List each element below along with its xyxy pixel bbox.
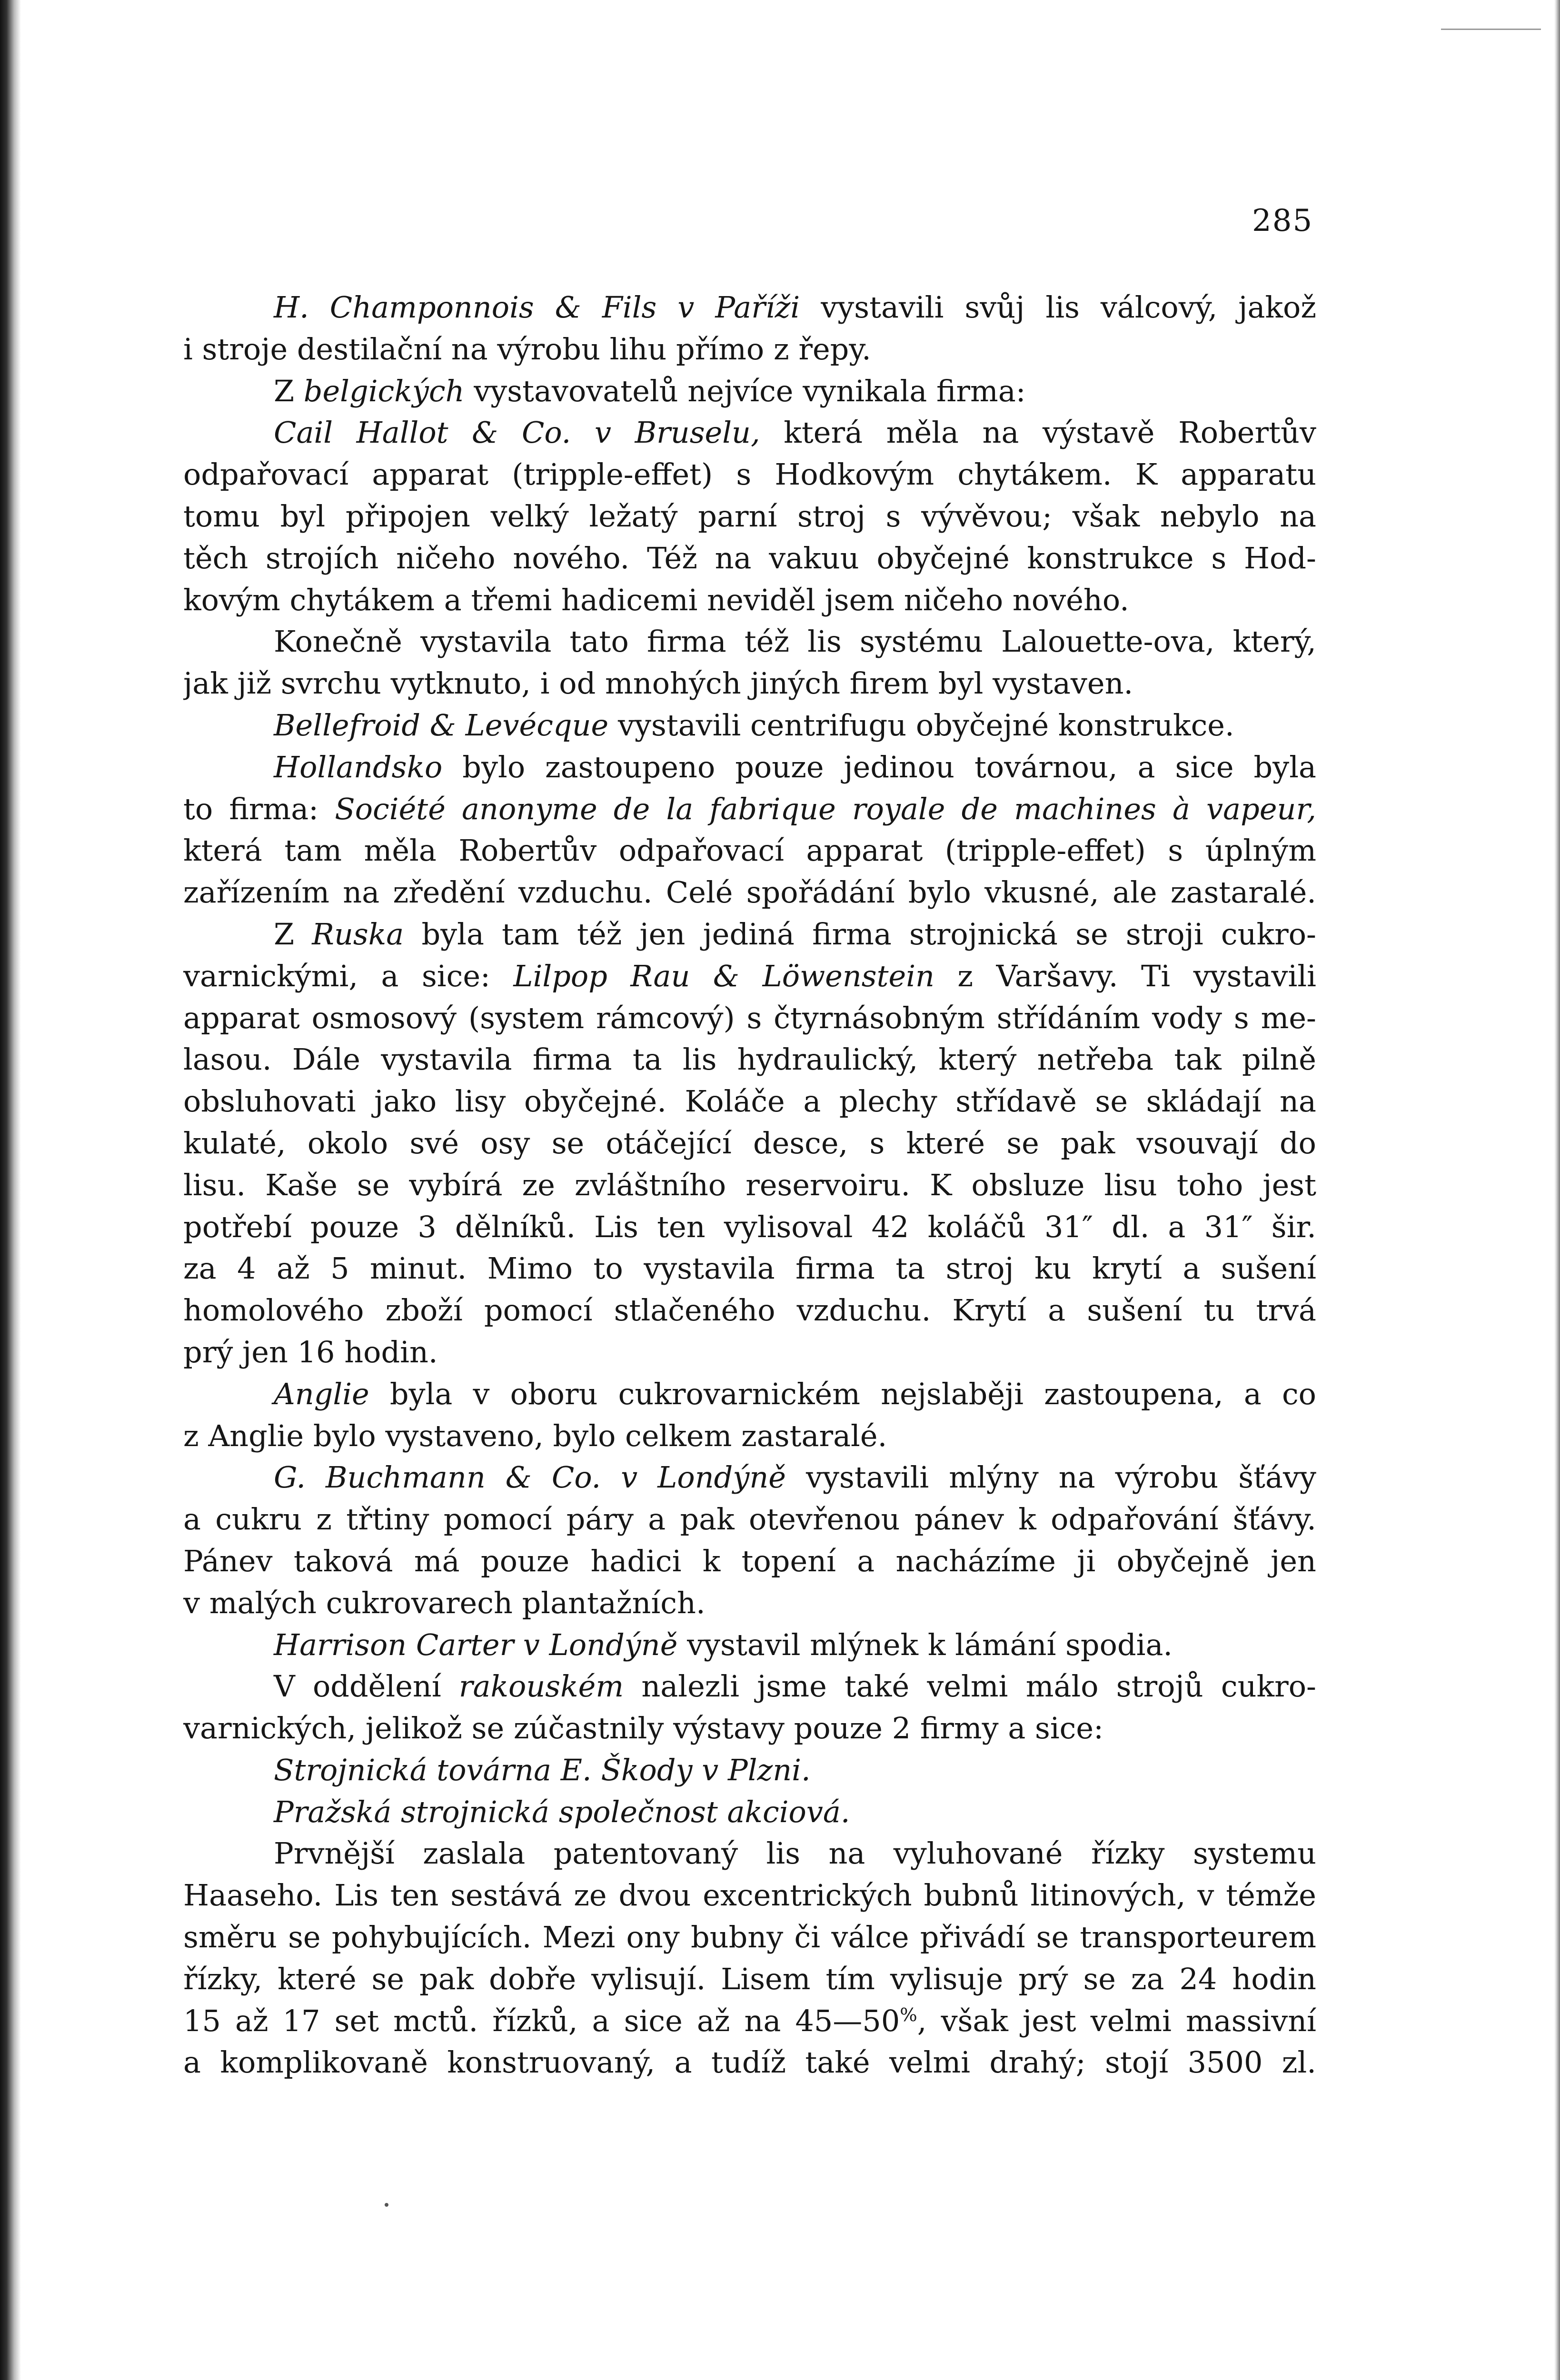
country-name: Anglie [274, 1376, 369, 1411]
text-span: zařízením na zředění vzduchu. Celé spořádání bylo vkusné, ale zastaralé. [183, 875, 1316, 910]
text-span: těch strojích ničeho nového. Též na vakuu obyčejné konstrukce s Hod- [183, 540, 1316, 575]
text-span: varnickými, a sice: [183, 958, 514, 993]
text-span: V oddělení [274, 1669, 459, 1704]
text-line [183, 1415, 1316, 1457]
text-span: v malých cukrovarech plantažních. [183, 1585, 705, 1620]
country-name: Hollandsko [274, 749, 443, 784]
country-name: rakouském [458, 1669, 624, 1704]
text-span: kovým chytákem a třemi hadicemi neviděl jsem ničeho nového. [183, 582, 1129, 617]
text-span: Konečně vystavila tato firma též lis systému Lalouette-ova, který, [274, 624, 1316, 659]
firm-name: H. Champonnois & Fils v Paříži [274, 290, 800, 325]
text-line [183, 1331, 1316, 1373]
text-span: prý jen 16 hodin. [183, 1334, 438, 1369]
text-span: vystavil mlýnek k lámání spodia. [677, 1627, 1173, 1662]
scan-speck [385, 2203, 388, 2207]
text-span: za 4 až 5 minut. Mimo to vystavila firma ta stroj ku krytí a sušení [183, 1251, 1316, 1286]
text-span: to firma: [183, 791, 335, 826]
text-line [183, 1874, 1316, 1916]
text-line [183, 1833, 1316, 1874]
text-line [183, 1289, 1316, 1331]
text-span: byla tam též jen jediná firma strojnická se stroji cukro- [404, 916, 1316, 952]
text-span: z Anglie bylo vystaveno, bylo celkem zastaralé. [183, 1418, 887, 1453]
text-line [183, 1707, 1316, 1749]
text-line [183, 621, 1316, 663]
text-line [183, 412, 1316, 454]
text-line [183, 579, 1316, 621]
text-line [183, 788, 1316, 830]
firm-name: Société anonyme de la fabrique royale de machines à vapeur, [335, 791, 1316, 826]
text-span: Z [274, 373, 304, 408]
text-span: lisu. Kaše se vybírá ze zvláštního reservoiru. K obsluze lisu toho jest [183, 1167, 1316, 1202]
text-line [183, 1582, 1316, 1624]
page-number: 285 [1252, 203, 1313, 238]
text-span: bylo zastoupeno pouze jedinou továrnou, a sice byla [442, 749, 1316, 784]
text-span: vystavili mlýny na výrobu šťávy [786, 1460, 1316, 1495]
text-span: Prvnější zaslala patentovaný lis na vyluhované řízky systemu [274, 1836, 1316, 1871]
text-span: 15 až 17 set mctů. řízků, a sice až na 45—50 [183, 2003, 900, 2038]
firm-name: G. Buchmann & Co. v Londýně [274, 1460, 786, 1495]
text-span: homolového zboží pomocí stlačeného vzduchu. Krytí a sušení tu trvá [183, 1293, 1316, 1328]
text-line [183, 1457, 1316, 1498]
text-line [183, 1540, 1316, 1582]
firm-name: Strojnická továrna E. Škody v Plzni. [274, 1752, 811, 1787]
text-line [183, 328, 1316, 370]
text-line [183, 1624, 1316, 1666]
firm-name: Lilpop Rau & Löwenstein [513, 958, 934, 993]
text-span: obsluhovati jako lisy obyčejné. Koláče a plechy střídavě se skládají na [183, 1084, 1316, 1119]
scan-edge-left [0, 0, 21, 2380]
text-span: varnických, jelikož se zúčastnily výstavy pouze 2 firmy a sice: [183, 1711, 1103, 1746]
text-span: která měla na výstavě Robertův [760, 415, 1316, 450]
text-line [183, 1791, 1316, 1833]
text-line [183, 1498, 1316, 1540]
text-span: potřebí pouze 3 dělníků. Lis ten vylisoval 42 koláčů 31″ dl. a 31″ šir. [183, 1209, 1316, 1244]
text-span: Z [274, 916, 312, 952]
text-span: apparat osmosový (system rámcový) s čtyrnásobným střídáním vody s me- [183, 1000, 1316, 1035]
scan-mark [1441, 29, 1541, 30]
text-line [183, 704, 1316, 746]
country-name: belgických [303, 373, 465, 408]
text-span: kulaté, okolo své osy se otáčející desce, s které se pak vsouvají do [183, 1125, 1316, 1160]
text-span: Pánev taková má pouze hadici k topení a nacházíme ji obyčejně jen [183, 1543, 1316, 1578]
text-line [183, 454, 1316, 496]
text-span: řízky, které se pak dobře vylisují. Lisem tím vylisuje prý se za 24 hodin [183, 1961, 1316, 1996]
text-line [183, 955, 1316, 997]
firm-name: Bellefroid & Levécque [274, 707, 609, 743]
firm-name: Pražská strojnická společnost akciová. [274, 1794, 850, 1829]
text-line [183, 1749, 1316, 1791]
text-span: vystavovatelů nejvíce vynikala firma: [464, 373, 1026, 408]
text-line [183, 1666, 1316, 1707]
text-line [183, 537, 1316, 579]
text-span: a cukru z třtiny pomocí páry a pak otevřenou pánev k odpařování šťávy. [183, 1502, 1316, 1537]
text-line [183, 830, 1316, 872]
text-line [183, 1373, 1316, 1415]
text-span: tomu byl připojen velký ležatý parní stroj s vývěvou; však nebylo na [183, 498, 1316, 534]
text-line [183, 1958, 1316, 2000]
text-line [183, 663, 1316, 704]
firm-name: Cail Hallot & Co. v Bruselu, [274, 415, 760, 450]
text-line [183, 496, 1316, 537]
text-line [183, 872, 1316, 913]
text-span: vystavili centrifugu obyčejné konstrukce. [608, 707, 1234, 743]
text-line [183, 2000, 1316, 2042]
text-span: odpařovací apparat (tripple-effet) s Hodkovým chytákem. K apparatu [183, 457, 1316, 492]
text-span: byla v oboru cukrovarnickém nejslaběji zastoupena, a co [369, 1376, 1316, 1411]
text-line [183, 1248, 1316, 1289]
text-line [183, 1122, 1316, 1164]
text-span: která tam měla Robertův odpařovací apparat (tripple-effet) s úplným [183, 833, 1316, 868]
scan-edge-right [1554, 0, 1560, 2380]
text-span: a komplikovaně konstruovaný, a tudíž také velmi drahý; stojí 3500 zl. [183, 2045, 1316, 2080]
text-line [183, 2042, 1316, 2083]
firm-name: Harrison Carter v Londýně [274, 1627, 678, 1662]
text-span: směru se pohybujících. Mezi ony bubny či válce přivádí se transporteurem [183, 1920, 1316, 1955]
text-span: , však jest velmi massivní [917, 2003, 1316, 2038]
country-name: Ruska [312, 916, 404, 952]
percent-sign: % [900, 2004, 917, 2026]
text-line [183, 1039, 1316, 1081]
text-line [183, 913, 1316, 955]
text-span: lasou. Dále vystavila firma ta lis hydraulický, který netřeba tak pilně [183, 1042, 1316, 1077]
text-line [183, 997, 1316, 1039]
text-line [183, 1206, 1316, 1248]
text-span: i stroje destilační na výrobu lihu přímo z řepy. [183, 331, 871, 367]
text-line [183, 746, 1316, 788]
text-line [183, 370, 1316, 412]
text-line [183, 1916, 1316, 1958]
text-line [183, 1081, 1316, 1122]
text-line [183, 1164, 1316, 1206]
body-text [183, 287, 1316, 2083]
text-line [183, 287, 1316, 328]
text-span: z Varšavy. Ti vystavili [934, 958, 1316, 993]
text-span: vystavili svůj lis válcový, jakož [800, 290, 1316, 325]
text-span: jak již svrchu vytknuto, i od mnohých jiných firem byl vystaven. [183, 666, 1133, 701]
text-span: nalezli jsme také velmi málo strojů cukro- [624, 1669, 1316, 1704]
text-span: Haaseho. Lis ten sestává ze dvou excentrických bubnů litinových, v témže [183, 1878, 1316, 1913]
